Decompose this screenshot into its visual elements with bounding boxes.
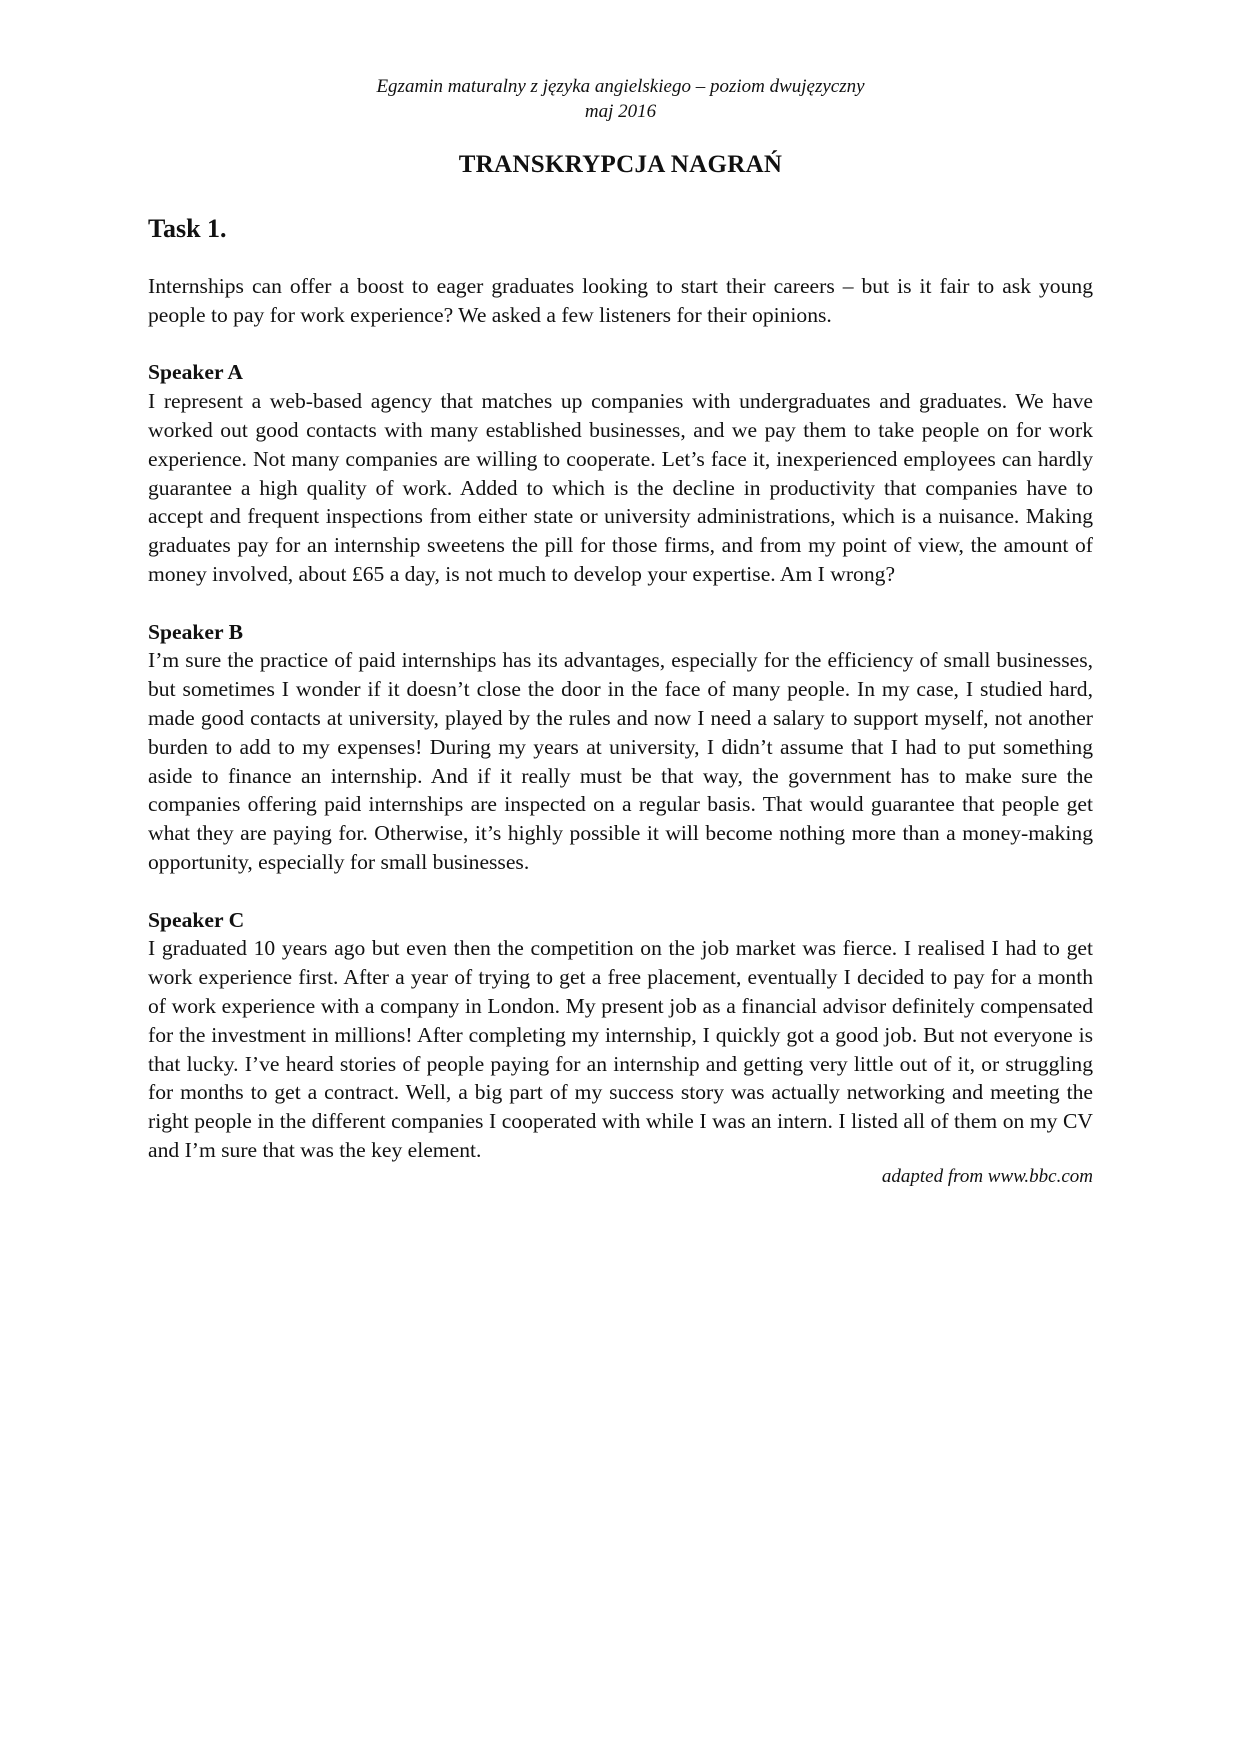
task-content: [148, 272, 1093, 1189]
speaker-c-text: I graduated 10 years ago but even then the competition on the job market was fierce. I realised I had to get work experience first. After a year of trying to get a free placement, eventually I decided to pay for a month of work experience with a company in London. My present job as a financial advisor definitely compensated for the investment in millions! After completing my internship, I quickly got a good job. But not everyone is that lucky. I’ve heard stories of people paying for an internship and getting very little out of it, or struggling for months to get a contract. Well, a big part of my success story was actually networking and meeting the right people in the different companies I cooperated with while I was an intern. I listed all of them on my CV and I’m sure that was the key element.: [148, 936, 1093, 1162]
exam-header-date: maj 2016: [584, 101, 657, 122]
document-title: TRANSKRYPCJA NAGRAŃ: [458, 151, 783, 178]
task-title: Task 1.: [148, 214, 227, 243]
speaker-c-name: Speaker C: [148, 907, 245, 932]
task-intro: Internships can offer a boost to eager graduates looking to start their careers – but is it fair to ask young people to pay for work experience? We asked a few listeners for their opinions.: [148, 274, 1093, 327]
speaker-a-text: I represent a web-based agency that matches up companies with undergraduates and graduates. We have worked out good contacts with many established businesses, and we pay them to take people on for work experience. Not many companies are willing to cooperate. Let’s face it, inexperienced employees can hardly guarantee a high quality of work. Added to which is the decline in productivity that companies have to accept and frequent inspections from either state or university administrations, which is a nuisance. Making graduates pay for an internship sweetens the pill for those firms, and from my point of view, the amount of money involved, about £65 a day, is not much to develop your expertise. Am I wrong?: [148, 389, 1093, 586]
speaker-b-section: [148, 618, 1093, 877]
speaker-a-section: [148, 358, 1093, 588]
exam-header-title: Egzamin maturalny z języka angielskiego – poziom dwujęzyczny: [376, 76, 865, 97]
source-attribution: adapted from www.bbc.com: [881, 1165, 1093, 1187]
speaker-b-text: I’m sure the practice of paid internships has its advantages, especially for the efficiency of small businesses, but sometimes I wonder if it doesn’t close the door in the face of many people. In my case, I studied hard, made good contacts at university, played by the rules and now I need a salary to support myself, not another burden to add to my expenses! During my years at university, I didn’t assume that I had to put something aside to finance an internship. And if it really must be that way, the government has to make sure the companies offering paid internships are inspected on a regular basis. That would guarantee that people get what they are paying for. Otherwise, it’s highly possible it will become nothing more than a money-making opportunity, especially for small businesses.: [148, 648, 1093, 874]
speaker-b-name: Speaker B: [148, 619, 243, 644]
speaker-a-name: Speaker A: [148, 360, 243, 385]
exam-header: [148, 74, 1093, 124]
speaker-c-section: [148, 906, 1093, 1165]
